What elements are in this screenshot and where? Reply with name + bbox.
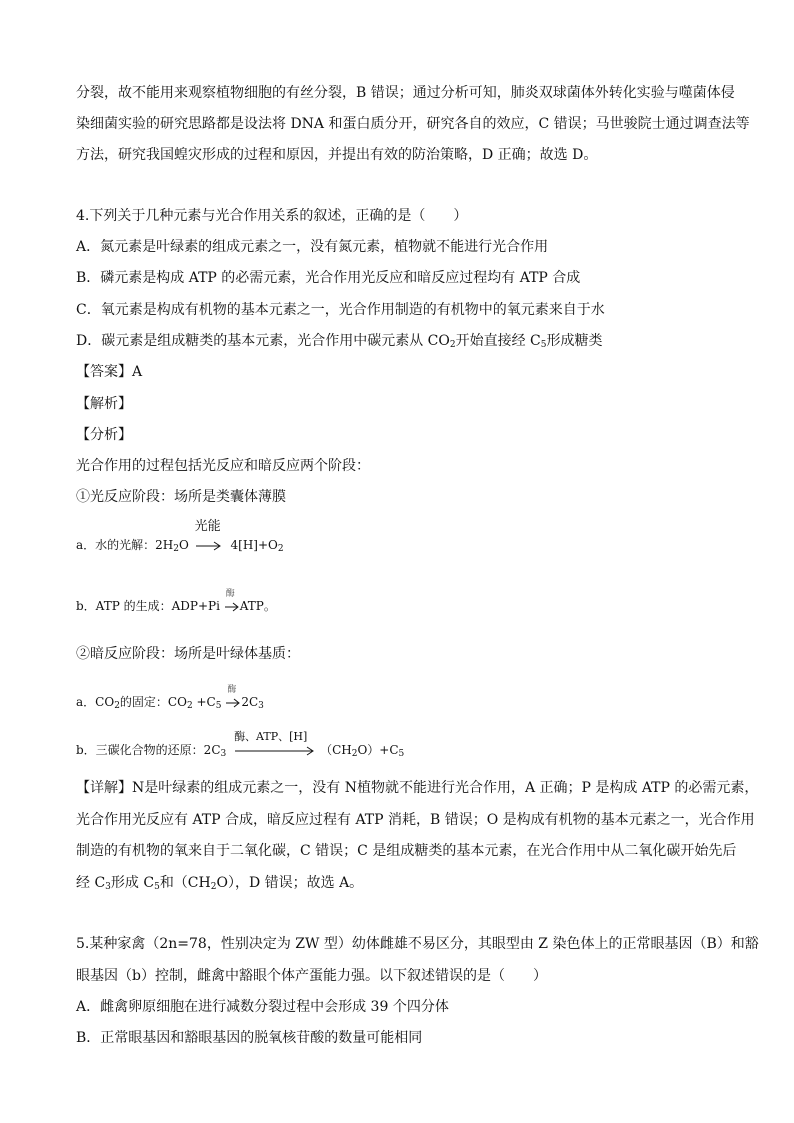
- question-5-option-b: B．正常眼基因和豁眼基因的脱氧核苷酸的数量可能相同: [76, 1030, 423, 1046]
- question-4-option-a: A．氮元素是叶绿素的组成元素之一，没有氮元素，植物就不能进行光合作用: [76, 239, 549, 255]
- equation-water-photolysis: a．水的光解：$2H_2O$ 光能 $4[H]+O_2$: [76, 519, 284, 554]
- reaction-arrow: 酶: [224, 597, 240, 615]
- light-reaction-stage: ①光反应阶段：场所是类囊体薄膜: [76, 489, 286, 505]
- question-4-option-d: D．碳元素是组成糖类的基本元素，光合作用中碳元素从 $CO_2$开始直接经 $C_5$形成糖类: [76, 333, 603, 350]
- analysis-intro: 光合作用的过程包括光反应和暗反应两个阶段：: [76, 458, 370, 474]
- reaction-arrow: 酶、ATP、[H]: [234, 741, 316, 759]
- arrow-icon: [195, 541, 223, 551]
- equation-atp-generation: b．ATP 的生成：ADP+Pi 酶 ATP。: [76, 589, 276, 613]
- prev-answer-line-3: 方法，研究我国蝗灾形成的过程和原因，并提出有效的防治策略，D 正确；故选 D。: [76, 147, 598, 163]
- answer-label: 【答案】A: [76, 364, 143, 380]
- detail-line-1: 【详解】N是叶绿素的组成元素之一，没有 N植物就不能进行光合作用，A 正确；P 是构成 ATP 的必需元素，: [76, 780, 759, 796]
- detail-line-4: 经 $C_3$形成 $C_5$和$(CH_2O)$，D 错误；故选 A。: [76, 875, 364, 892]
- arrow-icon: [225, 698, 241, 708]
- dark-reaction-stage: ②暗反应阶段：场所是叶绿体基质：: [76, 646, 300, 662]
- prev-answer-line-2: 染细菌实验的研究思路都是设法将 DNA 和蛋白质分开，研究各自的效应，C 错误；马世骏院士通过调查法等: [76, 116, 750, 132]
- arrow-icon: [224, 602, 240, 612]
- equation-co2-fixation: a．$CO_2$的固定：$CO_2 +C_5$ 酶 $2C_3$: [76, 685, 264, 711]
- arrow-icon: [234, 746, 316, 756]
- prev-answer-line-1: 分裂，故不能用来观察植物细胞的有丝分裂，B 错误；通过分析可知，肺炎双球菌体外转化实验与噬菌体侵: [76, 85, 735, 101]
- detail-line-3: 制造的有机物的氧来自于二氧化碳，C 错误；C 是组成糖类的基本元素，在光合作用中从二氧化碳开始先后: [76, 843, 737, 859]
- detail-line-2: 光合作用光反应有 ATP 合成，暗反应过程有 ATP 消耗，B 错误；O 是构成有机物的基本元素之一，光合作用: [76, 812, 755, 828]
- question-5-stem-line-1: 5.某种家禽（2n=78，性别决定为 ZW 型）幼体雌雄不易区分，其眼型由 Z 染色体上的正常眼基因（B）和豁: [76, 936, 759, 952]
- question-5-option-a: A．雌禽卵原细胞在进行减数分裂过程中会形成 39 个四分体: [76, 999, 449, 1015]
- question-4-stem: 4.下列关于几种元素与光合作用关系的叙述，正确的是（ ）: [76, 208, 468, 224]
- analysis-label: 【解析】: [76, 396, 132, 412]
- equation-c3-reduction: b．三碳化合物的还原：$2C_3$ 酶、ATP、[H] $(CH_2O)+C_5$: [76, 730, 405, 759]
- question-4-option-c: C．氧元素是构成有机物的基本元素之一，光合作用制造的有机物中的氧元素来自于水: [76, 302, 605, 318]
- reaction-arrow: 光能: [195, 536, 225, 554]
- question-4-option-b: B．磷元素是构成 ATP 的必需元素，光合作用光反应和暗反应过程均有 ATP 合成: [76, 270, 581, 286]
- question-5-stem-line-2: 眼基因（b）控制，雌禽中豁眼个体产蛋能力强。以下叙述错误的是（ ）: [76, 968, 547, 984]
- fenxi-label: 【分析】: [76, 427, 132, 443]
- reaction-arrow: 酶: [225, 693, 241, 711]
